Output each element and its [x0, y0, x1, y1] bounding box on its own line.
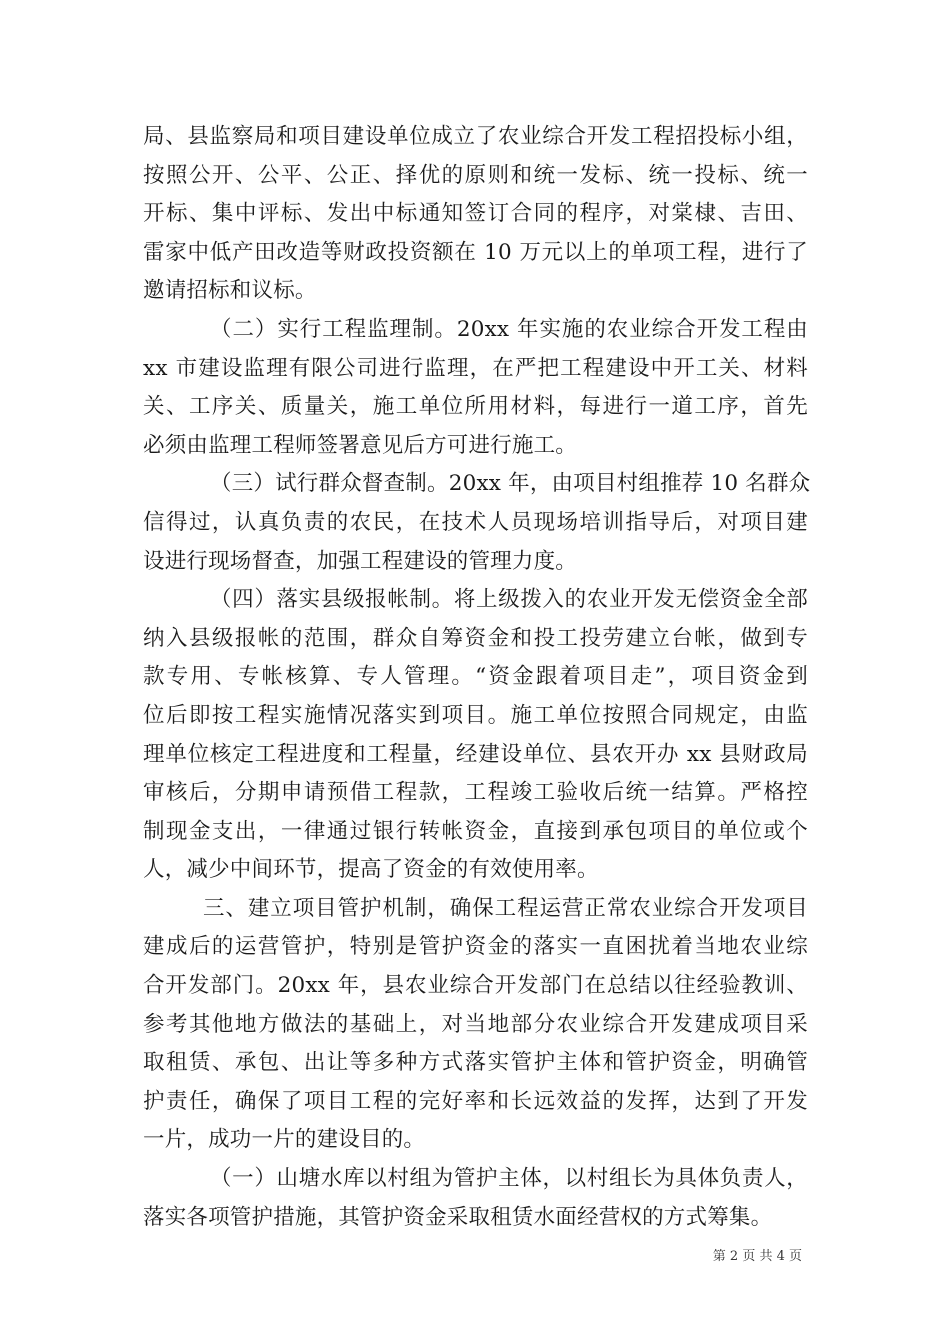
- text-line: 必须由监理工程师签署意见后方可进行施工。: [143, 432, 578, 458]
- text-line: 建成后的运营管护，特别是管护资金的落实一直困扰着当地农业综: [143, 934, 808, 960]
- text-line: （二）实行工程监理制。20xx 年实施的农业综合开发工程由: [210, 316, 808, 342]
- text-line: 信得过，认真负责的农民，在技术人员现场培训指导后，对项目建: [143, 509, 808, 535]
- text-line: 落实各项管护措施，其管护资金采取租赁水面经营权的方式筹集。: [143, 1204, 773, 1230]
- text-line: xx 市建设监理有限公司进行监理，在严把工程建设中开工关、材料: [143, 355, 808, 381]
- text-line: （三）试行群众督查制。20xx 年，由项目村组推荐 10 名群众: [210, 471, 811, 497]
- text-line: 取租赁、承包、出让等多种方式落实管护主体和管护资金，明确管: [143, 1050, 808, 1076]
- document-body: [143, 118, 811, 1237]
- text-line: 合开发部门。20xx 年，县农业综合开发部门在总结以往经验教训、: [143, 973, 808, 999]
- text-line: 一片，成功一片的建设目的。: [143, 1127, 426, 1153]
- text-line: 按照公开、公平、公正、择优的原则和统一发标、统一投标、统一: [143, 162, 808, 188]
- text-line: 关、工序关、质量关，施工单位所用材料，每进行一道工序，首先: [143, 394, 808, 420]
- text-line: 位后即按工程实施情况落实到项目。施工单位按照合同规定，由监: [143, 702, 808, 728]
- text-line: 局、县监察局和项目建设单位成立了农业综合开发工程招投标小组，: [143, 124, 808, 149]
- text-line: 邀请招标和议标。: [143, 278, 317, 304]
- text-line: 理单位核定工程进度和工程量，经建设单位、县农开办 xx 县财政局: [143, 741, 808, 767]
- text-line: 雷家中低产田改造等财政投资额在 10 万元以上的单项工程，进行了: [143, 239, 808, 265]
- text-line: 纳入县级报帐的范围，群众自筹资金和投工投劳建立台帐，做到专: [143, 625, 808, 651]
- text-line: 款专用、专帐核算、专人管理。“资金跟着项目走”，项目资金到: [143, 664, 808, 690]
- section-heading-line: 三、建立项目管护机制，确保工程运营正常农业综合开发项目: [203, 895, 808, 921]
- text-line: 参考其他地方做法的基础上，对当地部分农业综合开发建成项目采: [143, 1011, 808, 1037]
- text-line: 护责任，确保了项目工程的完好率和长远效益的发挥，达到了开发: [143, 1088, 808, 1114]
- text-line: 开标、集中评标、发出中标通知签订合同的程序，对棠棣、吉田、: [143, 201, 808, 227]
- text-line: 人，减少中间环节，提高了资金的有效使用率。: [143, 857, 599, 883]
- page-number-footer: 第 2 页 共 4 页: [712, 1249, 802, 1264]
- text-line: 设进行现场督查，加强工程建设的管理力度。: [143, 548, 578, 574]
- text-line: （一）山塘水库以村组为管护主体，以村组长为具体负责人，: [210, 1166, 808, 1192]
- text-line: （四）落实县级报帐制。将上级拨入的农业开发无偿资金全部: [210, 587, 808, 613]
- text-line: 制现金支出，一律通过银行转帐资金，直接到承包项目的单位或个: [143, 818, 808, 844]
- text-line: 审核后，分期申请预借工程款，工程竣工验收后统一结算。严格控: [143, 780, 808, 806]
